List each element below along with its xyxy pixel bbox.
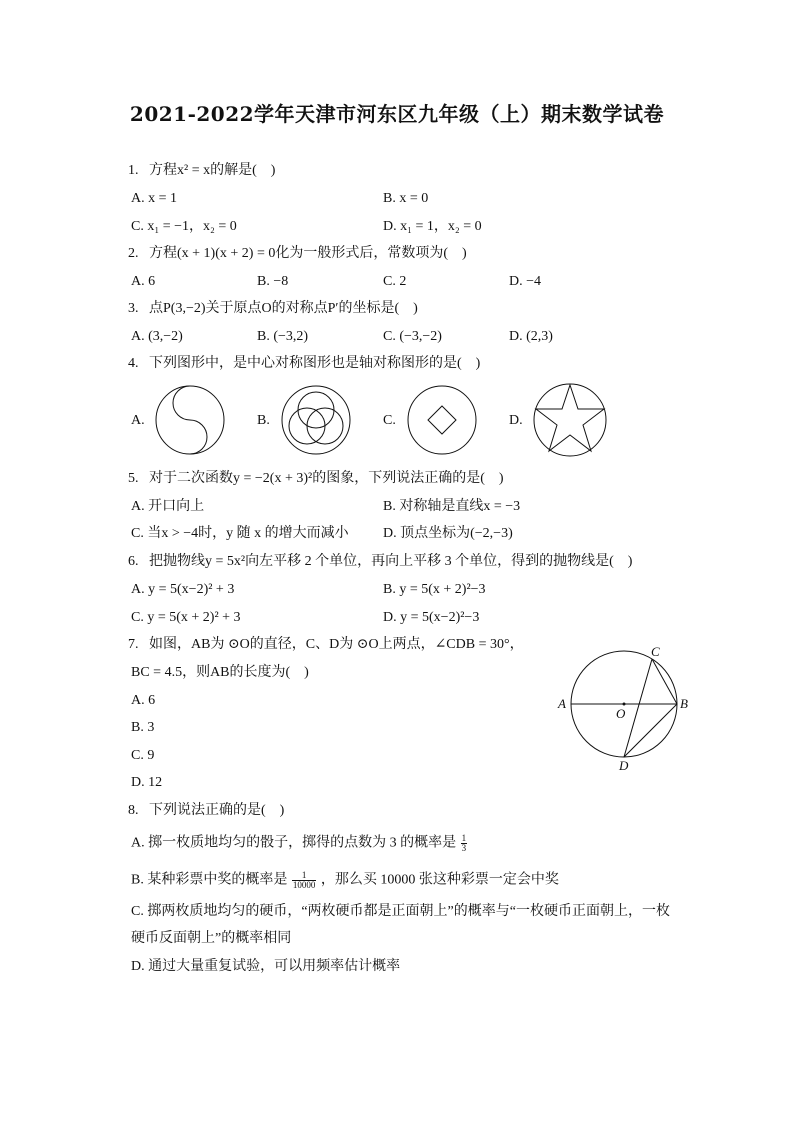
question-stem: 点P(3,−2)关于原点O的对称点P′的坐标是( ) <box>149 301 418 316</box>
option-b: B. y = 5(x + 2)²−3 <box>383 582 486 597</box>
option-c: C. 2 <box>383 274 407 289</box>
option-c: C. <box>383 413 396 428</box>
question-7-stem-line2: BC = 4.5，则AB的长度为( ) <box>131 665 309 680</box>
question-8 <box>128 802 284 820</box>
question-2 <box>128 245 467 263</box>
fraction <box>292 871 317 890</box>
option-b-text-rest: ，那么买 10000 张这种彩票一定会中奖 <box>320 872 559 888</box>
option-a: A. (3,−2) <box>131 329 183 344</box>
option-a: A. 6 <box>131 693 156 708</box>
label-d: D <box>619 758 629 773</box>
question-stem: 下列图形中，是中心对称图形也是轴对称图形的是( ) <box>149 356 481 371</box>
option-b: B. 对称轴是直线x = −3 <box>383 499 521 514</box>
option-c: C. (−3,−2) <box>383 329 442 344</box>
question-6 <box>128 553 632 571</box>
question-7 <box>128 636 524 654</box>
question-number: 8. <box>128 803 139 818</box>
option-d: D. <box>509 413 523 428</box>
question-stem: 对于二次函数y = −2(x + 3)²的图象，下列说法正确的是( ) <box>149 471 504 486</box>
label-o: O <box>616 706 626 721</box>
option-d: D. 12 <box>131 775 163 790</box>
question-number: 2. <box>128 246 139 261</box>
figure-b-arcs <box>280 384 352 456</box>
option-c: C. 9 <box>131 748 155 763</box>
option-d: D. 通过大量重复试验，可以用频率估计概率 <box>131 959 401 974</box>
question-stem: 下列说法正确的是( ) <box>149 803 285 818</box>
option-b: B. −8 <box>257 274 289 289</box>
option-c: C. 掷两枚质地均匀的硬币，“两枚硬币都是正面朝上”的概率与“一枚硬币正面朝上，一枚 <box>131 904 670 919</box>
option-c: C. x₁ = −1，x₂ = 0 <box>131 219 237 234</box>
option-b-text: B. 某种彩票中奖的概率是 <box>131 872 288 888</box>
option-b: B. <box>257 413 270 428</box>
option-b: B. 3 <box>131 720 155 735</box>
option-a-text: A. 掷一枚质地均匀的骰子，掷得的点数为 3 的概率是 <box>131 835 457 851</box>
question-stem: 把抛物线y = 5x²向左平移 2 个单位，再向上平移 3 个单位，得到的抛物线是( ) <box>149 554 633 569</box>
fraction-numerator: 1 <box>292 871 317 881</box>
option-d: D. x₁ = 1，x₂ = 0 <box>383 219 482 234</box>
option-d: D. 顶点坐标为(−2,−3) <box>383 526 513 541</box>
question-number: 4. <box>128 356 139 371</box>
question-number: 3. <box>128 301 139 316</box>
figure-7-circle <box>552 640 694 774</box>
question-stem: 方程(x + 1)(x + 2) = 0化为一般形式后，常数项为( ) <box>149 246 467 261</box>
option-c: C. y = 5(x + 2)² + 3 <box>131 610 241 625</box>
question-5 <box>128 470 504 488</box>
figure-d-star <box>532 382 608 458</box>
option-d: D. (2,3) <box>509 329 553 344</box>
label-b: B <box>680 696 688 711</box>
option-a: A. y = 5(x−2)² + 3 <box>131 582 235 597</box>
question-number: 1. <box>128 163 139 178</box>
option-a: A. 开口向上 <box>131 499 205 514</box>
option-b <box>131 871 559 890</box>
option-a: A. 6 <box>131 274 156 289</box>
figure-a-taiji <box>154 384 226 456</box>
figure-c-diamond <box>406 384 478 456</box>
label-c: C <box>651 644 660 659</box>
question-1 <box>128 162 275 180</box>
question-number: 5. <box>128 471 139 486</box>
option-d: D. y = 5(x−2)²−3 <box>383 610 480 625</box>
question-number: 7. <box>128 637 139 652</box>
question-4 <box>128 355 480 373</box>
option-a: A. x = 1 <box>131 191 178 206</box>
option-a <box>131 834 468 853</box>
question-number: 6. <box>128 554 139 569</box>
option-a: A. <box>131 413 145 428</box>
question-stem: 方程x² = x的解是( ) <box>149 163 276 178</box>
page-title: 2021-2022学年天津市河东区九年级（上）期末数学试卷 <box>129 102 665 126</box>
option-b: B. (−3,2) <box>257 329 309 344</box>
fraction-denominator: 10000 <box>292 880 316 890</box>
fraction-numerator: 1 <box>461 833 467 843</box>
option-c-line2: 硬币反面朝上”的概率相同 <box>131 931 292 946</box>
option-c: C. 当x > −4时，y 随 x 的增大而减小 <box>131 526 349 541</box>
fraction-denominator: 3 <box>461 843 467 853</box>
option-d: D. −4 <box>509 274 542 289</box>
question-stem: 如图，AB为 ⊙O的直径，C、D为 ⊙O上两点，∠CDB = 30°， <box>149 637 524 652</box>
option-b: B. x = 0 <box>383 191 429 206</box>
question-3 <box>128 300 418 318</box>
fraction <box>461 834 468 853</box>
label-a: A <box>558 696 566 711</box>
